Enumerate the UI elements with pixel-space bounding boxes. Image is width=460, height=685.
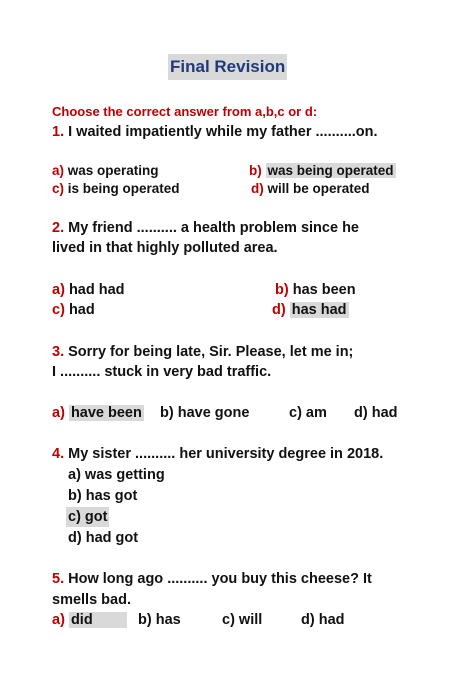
question-text: How long ago .......... you buy this cheese? It [68,571,372,587]
question-5-line-2: smells bad. [52,592,131,608]
option-text: will be operated [267,181,370,196]
q2-option-a[interactable] [52,280,125,300]
q2-option-c[interactable] [52,300,95,320]
q4-option-a[interactable]: a) was getting [68,467,165,483]
q3-option-c[interactable]: c) am [289,405,327,421]
option-letter: d) [251,181,264,196]
q4-option-b[interactable]: b) has got [68,488,138,504]
option-letter: a) [52,282,65,298]
question-number: 2. [52,220,65,236]
q5-option-a[interactable] [52,610,127,630]
question-number: 1. [52,124,65,140]
q3-option-a[interactable] [52,403,144,423]
question-5 [52,569,372,589]
question-3-line-2: I .......... stuck in very bad traffic. [52,364,272,380]
q4-option-d[interactable]: d) had got [68,530,139,546]
q2-option-d[interactable] [272,300,349,320]
q3-option-b[interactable]: b) have gone [160,405,250,421]
question-2-line-2: lived in that highly polluted area. [52,240,278,256]
q2-option-b[interactable] [275,280,356,300]
instructions: Choose the correct answer from a,b,c or d: [52,104,318,119]
option-text: was operating [67,163,159,178]
option-letter: c) [52,302,65,318]
question-text: I waited impatiently while my father ..........on. [68,124,378,140]
question-4 [52,444,383,464]
question-text: My friend .......... a health problem since he [68,220,359,236]
q1-option-a[interactable] [52,162,159,180]
q5-option-d[interactable]: d) had [301,612,345,628]
question-number: 5. [52,571,65,587]
option-text-highlighted: was being operated [267,163,394,178]
q1-option-c[interactable] [52,180,180,198]
option-letter: a) [52,405,65,421]
option-text: had [68,302,95,318]
option-text: is being operated [67,181,180,196]
option-letter: d) [272,302,286,318]
question-2 [52,218,359,238]
question-number: 3. [52,344,65,360]
option-letter: c) [52,181,65,196]
page-title: Final Revision [168,54,287,80]
option-letter: b) [275,282,289,298]
question-3 [52,342,353,362]
q5-option-c[interactable]: c) will [222,612,263,628]
question-number: 4. [52,446,65,462]
q1-option-b[interactable] [249,162,396,180]
option-text-highlighted: did [69,612,127,628]
question-text: Sorry for being late, Sir. Please, let me in; [68,344,354,360]
option-letter: b) [249,163,262,178]
option-letter: a) [52,163,65,178]
option-text-highlighted: has had [291,302,347,318]
q5-option-b[interactable]: b) has [138,612,181,628]
option-letter: a) [52,612,65,628]
q4-option-c[interactable]: c) got [68,509,108,525]
option-text-highlighted: have been [70,405,142,421]
q1-option-d[interactable] [251,180,370,198]
option-text: has been [292,282,356,298]
option-text: had had [68,282,125,298]
q3-option-d[interactable]: d) had [354,405,398,421]
question-1 [52,122,378,142]
question-text: My sister .......... her university degree in 2018. [68,446,384,462]
